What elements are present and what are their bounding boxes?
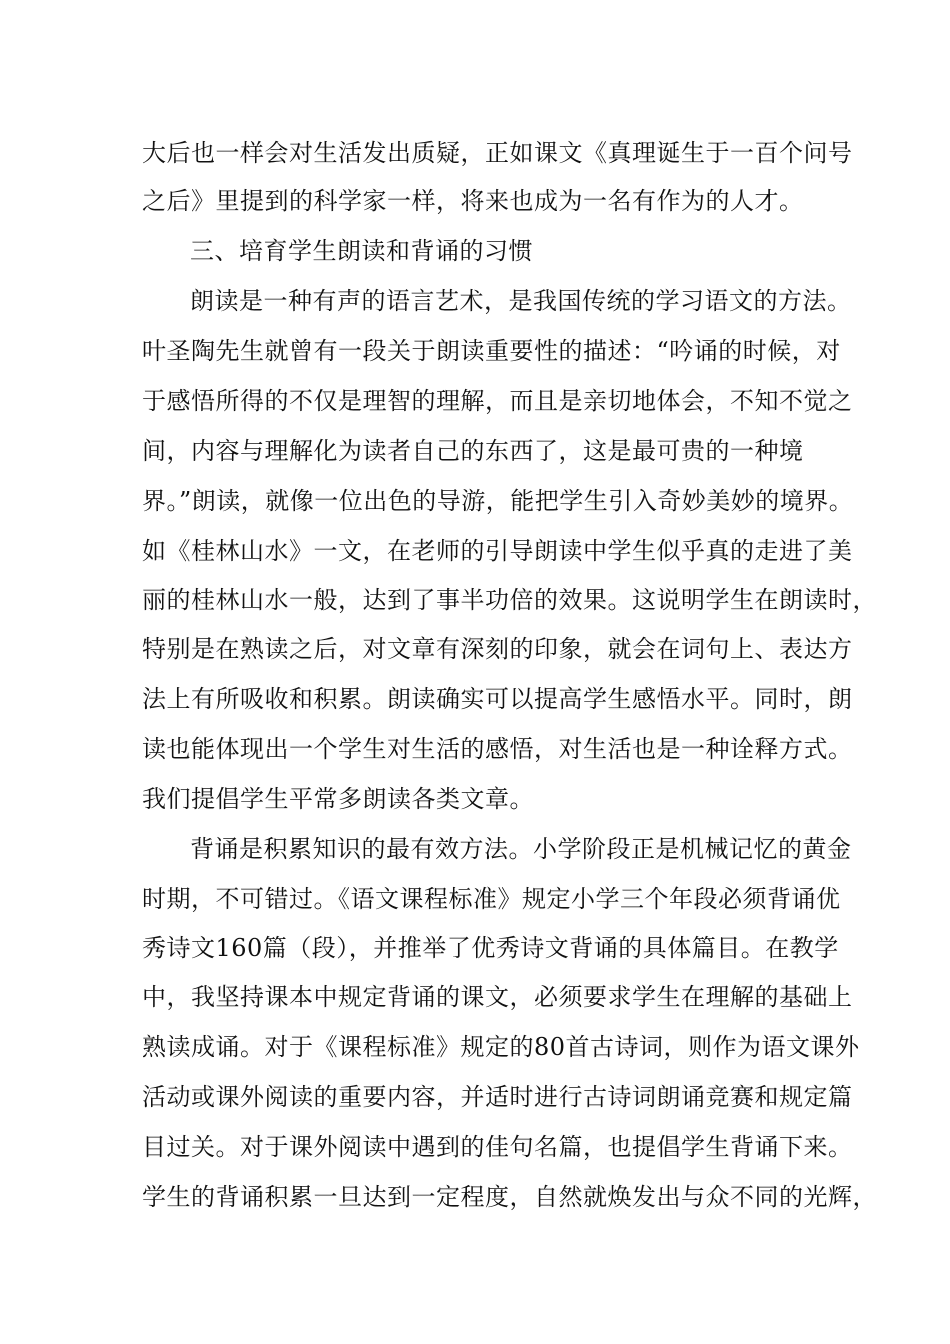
text-line: 我们提倡学生平常多朗读各类文章。 [142,785,534,813]
text-line: 中，我坚持课本中规定背诵的课文，必须要求学生在理解的基础上 [142,983,853,1011]
text-line: 于感悟所得的不仅是理智的理解，而且是亲切地体会，不知不觉之 [142,387,853,415]
text-line: 间，内容与理解化为读者自己的东西了，这是最可贵的一种境 [142,437,804,465]
text-line: 之后》里提到的科学家一样，将来也成为一名有作为的人才。 [142,187,804,215]
text-line: 学生的背诵积累一旦达到一定程度，自然就焕发出与众不同的光辉， [142,1183,877,1211]
text-line: 叶圣陶先生就曾有一段关于朗读重要性的描述：“吟诵的时候，对 [142,337,841,365]
text-line: 时期，不可错过。《语文课程标准》规定小学三个年段必须背诵优 [142,885,841,913]
text-line: 熟读成诵。对于《课程标准》规定的80首古诗词，则作为语文课外 [142,1033,860,1061]
text-line: 如《桂林山水》一文，在老师的引导朗读中学生似乎真的走进了美 [142,537,853,565]
text-line: 丽的桂林山水一般，达到了事半功倍的效果。这说明学生在朗读时， [142,586,877,614]
text-line: 活动或课外阅读的重要内容，并适时进行古诗词朗诵竞赛和规定篇 [142,1083,853,1111]
text-line: 朗读是一种有声的语言艺术，是我国传统的学习语文的方法。 [190,287,852,315]
text-line: 秀诗文160篇（段），并推举了优秀诗文背诵的具体篇目。在教学 [142,934,839,962]
text-line: 目过关。对于课外阅读中遇到的佳句名篇，也提倡学生背诵下来。 [142,1133,853,1161]
text-line: 界。”朗读，就像一位出色的导游，能把学生引入奇妙美妙的境界。 [142,487,854,515]
text-line: 背诵是积累知识的最有效方法。小学阶段正是机械记忆的黄金 [190,835,852,863]
text-line: 法上有所吸收和积累。朗读确实可以提高学生感悟水平。同时，朗 [142,685,853,713]
text-line: 特别是在熟读之后，对文章有深刻的印象，就会在词句上、表达方 [142,635,853,663]
text-line: 读也能体现出一个学生对生活的感悟，对生活也是一种诠释方式。 [142,735,853,763]
text-line: 大后也一样会对生活发出质疑，正如课文《真理诞生于一百个问号 [142,139,853,167]
section-heading: 三、培育学生朗读和背诵的习惯 [190,237,533,265]
